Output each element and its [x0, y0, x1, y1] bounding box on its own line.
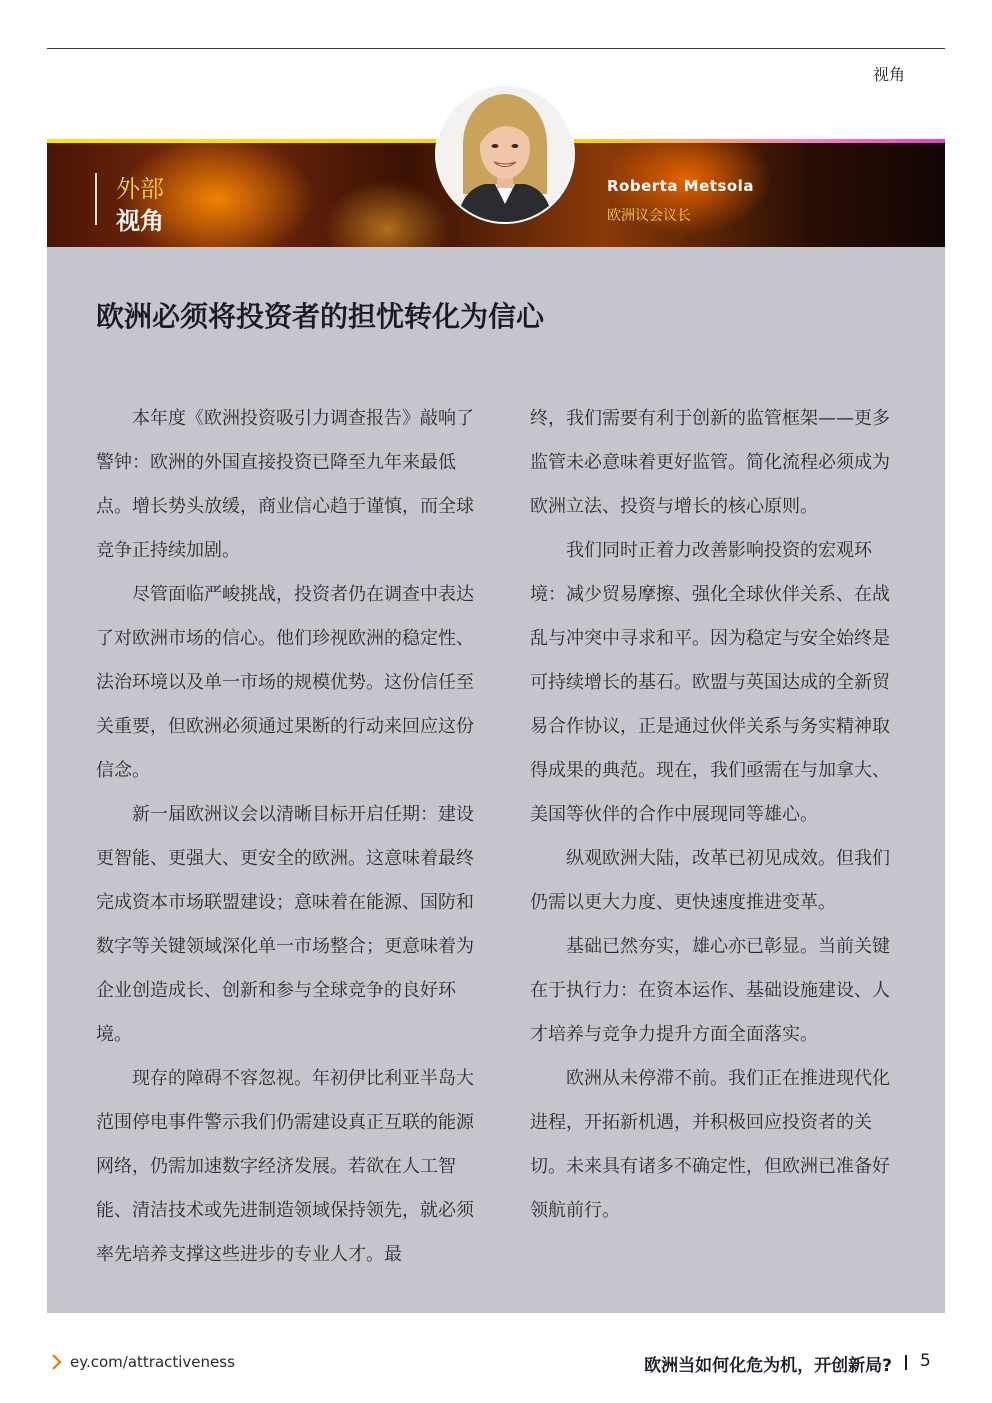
left-column	[96, 397, 476, 1277]
speaker-role: 欧洲议会议长	[607, 208, 691, 224]
paragraph: 我们同时正着力改善影响投资的宏观环境：减少贸易摩擦、强化全球伙伴关系、在战乱与冲突中寻求和平。因为稳定与安全始终是可持续增长的基石。欧盟与英国达成的全新贸易合作协议，正是通过伙伴关系与务实精神取得成果的典范。现在，我们亟需在与加拿大、美国等伙伴的合作中展现同等雄心。	[530, 540, 890, 825]
paragraph: 基础已然夯实，雄心亦已彰显。当前关键在于执行力：在资本运作、基础设施建设、人才培养与竞争力提升方面全面落实。	[530, 936, 890, 1045]
paragraph-continuation: 终，我们需要有利于创新的监管框架——更多监管未必意味着更好监管。简化流程必须成为欧洲立法、投资与增长的核心原则。	[530, 408, 890, 517]
banner-label-line1: 外部	[116, 175, 164, 203]
paragraph: 本年度《欧洲投资吸引力调查报告》敲响了警钟：欧洲的外国直接投资已降至九年来最低点。增长势头放缓，商业信心趋于谨慎，而全球竞争正持续加剧。	[96, 408, 474, 561]
paragraph: 新一届欧洲议会以清晰目标开启任期：建设更智能、更强大、更安全的欧洲。这意味着最终完成资本市场联盟建设；意味着在能源、国防和数字等关键领域深化单一市场整合；更意味着为企业创造成长、创新和参与全球竞争的良好环境。	[96, 804, 474, 1045]
banner-divider	[95, 173, 97, 225]
paragraph: 现存的障碍不容忽视。年初伊比利亚半岛大范围停电事件警示我们仍需建设真正互联的能源网络，仍需加速数字经济发展。若欲在人工智能、清洁技术或先进制造领域保持领先，就必须率先培养支撑这些进步的专业人才。最	[96, 1068, 474, 1265]
publication-title: 欧洲当如何化危为机，开创新局?	[644, 1356, 892, 1376]
paragraph: 纵观欧洲大陆，改革已初见成效。但我们仍需以更大力度、更快速度推进变革。	[530, 848, 890, 913]
article-title: 欧洲必须将投资者的担忧转化为信心	[96, 300, 545, 333]
paragraph: 欧洲从未停滞不前。我们正在推进现代化进程，开拓新机遇，并积极回应投资者的关切。未来具有诸多不确定性，但欧洲已准备好领航前行。	[530, 1068, 890, 1221]
paragraph: 尽管面临严峻挑战，投资者仍在调查中表达了对欧洲市场的信心。他们珍视欧洲的稳定性、法治环境以及单一市场的规模优势。这份信任至关重要，但欧洲必须通过果断的行动来回应这份信念。	[96, 584, 474, 781]
banner-label-line2: 视角	[116, 207, 164, 235]
chevron-right-icon	[50, 1353, 64, 1371]
speaker-name: Roberta Metsola	[607, 177, 754, 195]
top-rule	[47, 48, 945, 49]
speaker-portrait	[435, 84, 575, 224]
article-panel	[47, 247, 945, 1313]
footer-separator	[905, 1355, 907, 1370]
footer-link[interactable]: ey.com/attractiveness	[70, 1353, 235, 1371]
section-tag: 视角	[872, 65, 905, 84]
page-number: 5	[920, 1351, 931, 1371]
right-column	[530, 397, 900, 1233]
